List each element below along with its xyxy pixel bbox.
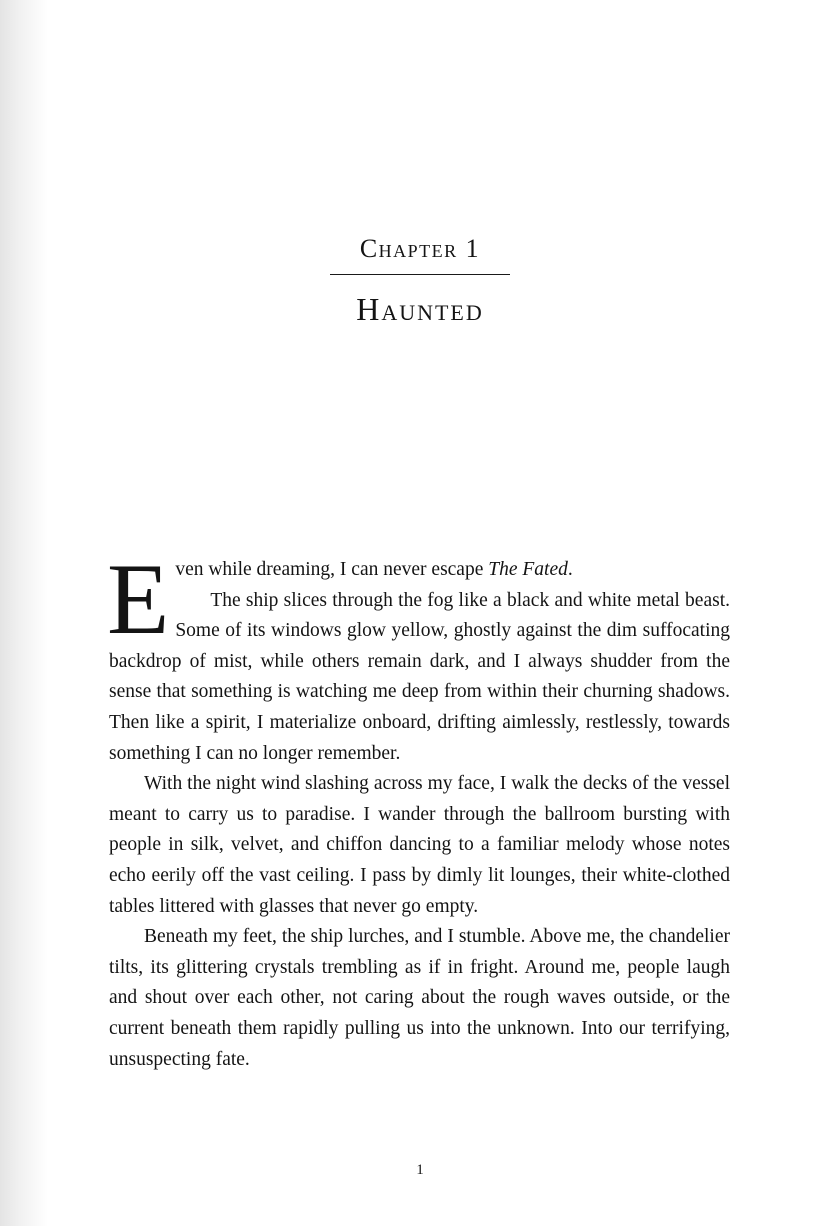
paragraph-decks: With the night wind slashing across my face, I walk the decks of the vessel meant to carry us to paradise. I wander through the ballroom bursting with people in silk, velvet, and chiffon dancing to a familiar melody whose notes echo eerily off the vast ceiling. I pass by dimly lit lounges, their white-clothed tables littered with glasses that never go empty. [109, 773, 730, 917]
opening-line-text: ven while dreaming, I can never escape [175, 559, 489, 580]
paragraph-lurch: Beneath my feet, the ship lurches, and I stumble. Above me, the chandelier tilts, its glittering crystals trembling as if in fright. Around me, people laugh and shout over each other, not caring about the rough waves outside, or the current beneath them rapidly pulling us into the unknown. Into our terrifying, unsuspecting fate. [109, 926, 730, 1070]
chapter-divider [330, 274, 510, 275]
chapter-title: Haunted [356, 291, 484, 327]
chapter-header [0, 232, 830, 331]
drop-cap: E [107, 543, 170, 656]
opening-line-end: . [567, 559, 573, 580]
book-title-italic: The Fated [488, 559, 568, 580]
chapter-label: Chapter 1 [359, 234, 481, 263]
page-number: 1 [416, 1162, 424, 1178]
opening-paragraph [107, 543, 730, 769]
paragraph-ship: The ship slices through the fog like a black and white metal beast. Some of its windows glow yellow, ghostly against the dim suffocating backdrop of mist, while others remain dark, and I always shudder from the sense that something is watching me deep from within their churning shadows. Then like a spirit, I materialize onboard, drifting aimlessly, restlessly, towards something I can no longer remember. [109, 589, 730, 764]
opening-line [109, 555, 730, 586]
chapter-body [107, 543, 730, 1075]
page-gutter-shadow [0, 0, 48, 1226]
